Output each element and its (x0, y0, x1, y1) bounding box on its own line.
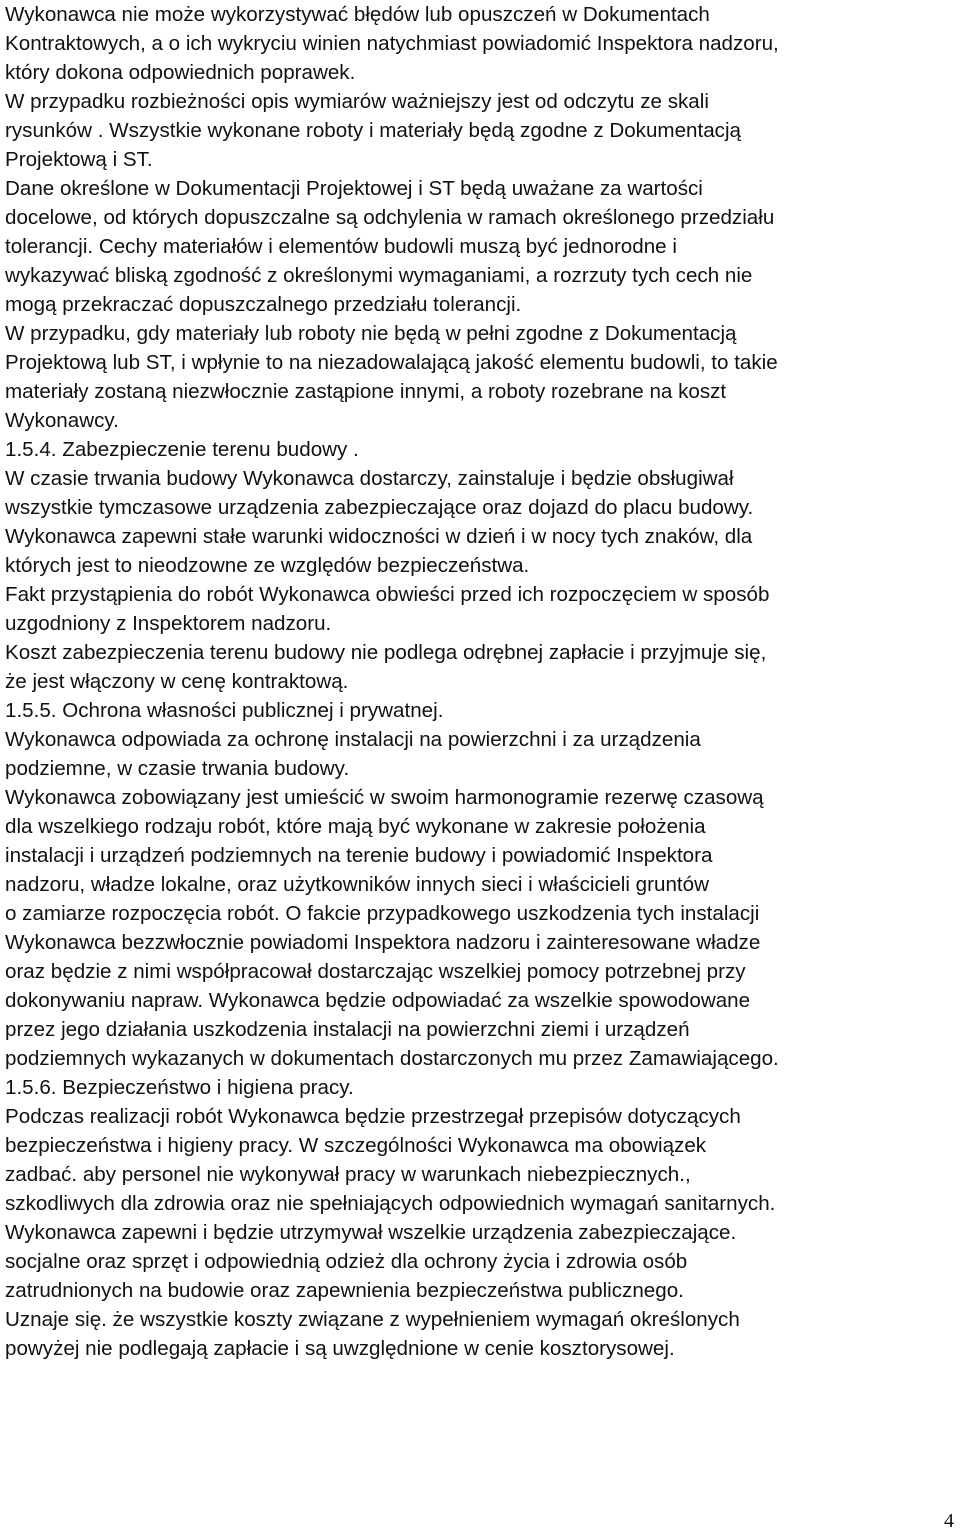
text-line: Uznaje się. że wszystkie koszty związane z wypełnieniem wymagań określonych (5, 1308, 740, 1331)
text-line: szkodliwych dla zdrowia oraz nie spełniających odpowiednich wymagań sanitarnych. (5, 1192, 776, 1215)
text-line: który dokona odpowiednich poprawek. (5, 61, 356, 84)
paragraph-nonconforming-materials (5, 319, 955, 435)
text-line: materiały zostaną niezwłocznie zastąpione innymi, a roboty rozebrane na koszt (5, 380, 727, 403)
text-line: że jest włączony w cenę kontraktową. (5, 670, 349, 693)
text-line: instalacji i urządzeń podziemnych na terenie budowy i powiadomić Inspektora (5, 844, 713, 867)
paragraph-health-safety (5, 1102, 955, 1363)
page-number: 4 (944, 1510, 954, 1532)
text-line: W przypadku, gdy materiały lub roboty nie będą w pełni zgodne z Dokumentacją (5, 322, 737, 345)
paragraph-errors-in-documents (5, 0, 955, 87)
text-line: przez jego działania uszkodzenia instalacji na powierzchni ziemi i urządzeń (5, 1018, 690, 1041)
text-line: Projektową i ST. (5, 148, 153, 171)
text-line: Kontraktowych, a o ich wykryciu winien natychmiast powiadomić Inspektora nadzoru, (5, 32, 779, 55)
text-line: Fakt przystąpienia do robót Wykonawca obwieści przed ich rozpoczęciem w sposób (5, 583, 770, 606)
text-line: oraz będzie z nimi współpracował dostarczając wszelkiej pomocy potrzebnej przy (5, 960, 746, 983)
text-line: Projektową lub ST, i wpłynie to na niezadowalającą jakość elementu budowli, to takie (5, 351, 778, 374)
text-line: rysunków . Wszystkie wykonane roboty i materiały będą zgodne z Dokumentacją (5, 119, 741, 142)
text-line: zatrudnionych na budowie oraz zapewnienia bezpieczeństwa publicznego. (5, 1279, 684, 1302)
section-heading-1-5-4 (5, 435, 955, 464)
text-line: podziemne, w czasie trwania budowy. (5, 757, 350, 780)
paragraph-tolerances (5, 174, 955, 319)
text-line: o zamiarze rozpoczęcia robót. O fakcie przypadkowego uszkodzenia tych instalacji (5, 902, 760, 925)
text-line: wykazywać bliską zgodność z określonymi wymaganiami, a rozrzuty tych cech nie (5, 264, 753, 287)
text-line: Podczas realizacji robót Wykonawca będzie przestrzegał przepisów dotyczących (5, 1105, 741, 1128)
text-line: Wykonawca zapewni stałe warunki widoczności w dzień i w nocy tych znaków, dla (5, 525, 753, 548)
text-line: podziemnych wykazanych w dokumentach dostarczonych mu przez Zamawiającego. (5, 1047, 779, 1070)
text-line: Wykonawca zobowiązany jest umieścić w swoim harmonogramie rezerwę czasową (5, 786, 764, 809)
text-line: tolerancji. Cechy materiałów i elementów budowli muszą być jednorodne i (5, 235, 677, 258)
section-heading-1-5-6 (5, 1073, 955, 1102)
section-heading: 1.5.4. Zabezpieczenie terenu budowy . (5, 438, 359, 461)
text-line: dokonywaniu napraw. Wykonawca będzie odpowiadać za wszelkie spowodowane (5, 989, 751, 1012)
text-line: W czasie trwania budowy Wykonawca dostarczy, zainstaluje i będzie obsługiwał (5, 467, 734, 490)
section-heading-1-5-5 (5, 696, 955, 725)
text-line: nadzoru, władze lokalne, oraz użytkowników innych sieci i właścicieli gruntów (5, 873, 709, 896)
text-line: docelowe, od których dopuszczalne są odchylenia w ramach określonego przedziału (5, 206, 775, 229)
text-line: powyżej nie podlegają zapłacie i są uwzględnione w cenie kosztorysowej. (5, 1337, 675, 1360)
text-line: Wykonawca nie może wykorzystywać błędów lub opuszczeń w Dokumentach (5, 3, 710, 26)
text-line: Koszt zabezpieczenia terenu budowy nie podlega odrębnej zapłacie i przyjmuje się, (5, 641, 767, 664)
section-heading: 1.5.5. Ochrona własności publicznej i prywatnej. (5, 699, 444, 722)
text-line: Wykonawcy. (5, 409, 119, 432)
text-line: dla wszelkiego rodzaju robót, które mają być wykonane w zakresie położenia (5, 815, 706, 838)
text-line: zadbać. aby personel nie wykonywał pracy w warunkach niebezpiecznych., (5, 1163, 691, 1186)
text-line: których jest to nieodzowne ze względów bezpieczeństwa. (5, 554, 530, 577)
text-line: uzgodniony z Inspektorem nadzoru. (5, 612, 332, 635)
text-line: mogą przekraczać dopuszczalnego przedziału tolerancji. (5, 293, 522, 316)
text-line: socjalne oraz sprzęt i odpowiednią odzież dla ochrony życia i zdrowia osób (5, 1250, 688, 1273)
document-body (5, 0, 955, 1363)
text-line: Wykonawca odpowiada za ochronę instalacji na powierzchni i za urządzenia (5, 728, 701, 751)
text-line: Wykonawca zapewni i będzie utrzymywał wszelkie urządzenia zabezpieczające. (5, 1221, 737, 1244)
text-line: Dane określone w Dokumentacji Projektowej i ST będą uważane za wartości (5, 177, 703, 200)
text-line: Wykonawca bezzwłocznie powiadomi Inspektora nadzoru i zainteresowane władze (5, 931, 761, 954)
paragraph-site-security (5, 464, 955, 696)
text-line: wszystkie tymczasowe urządzenia zabezpieczające oraz dojazd do placu budowy. (5, 496, 754, 519)
text-line: W przypadku rozbieżności opis wymiarów ważniejszy jest od odczytu ze skali (5, 90, 709, 113)
paragraph-property-protection (5, 725, 955, 1073)
section-heading: 1.5.6. Bezpieczeństwo i higiena pracy. (5, 1076, 354, 1099)
paragraph-dimension-discrepancy (5, 87, 955, 174)
text-line: bezpieczeństwa i higieny pracy. W szczególności Wykonawca ma obowiązek (5, 1134, 707, 1157)
